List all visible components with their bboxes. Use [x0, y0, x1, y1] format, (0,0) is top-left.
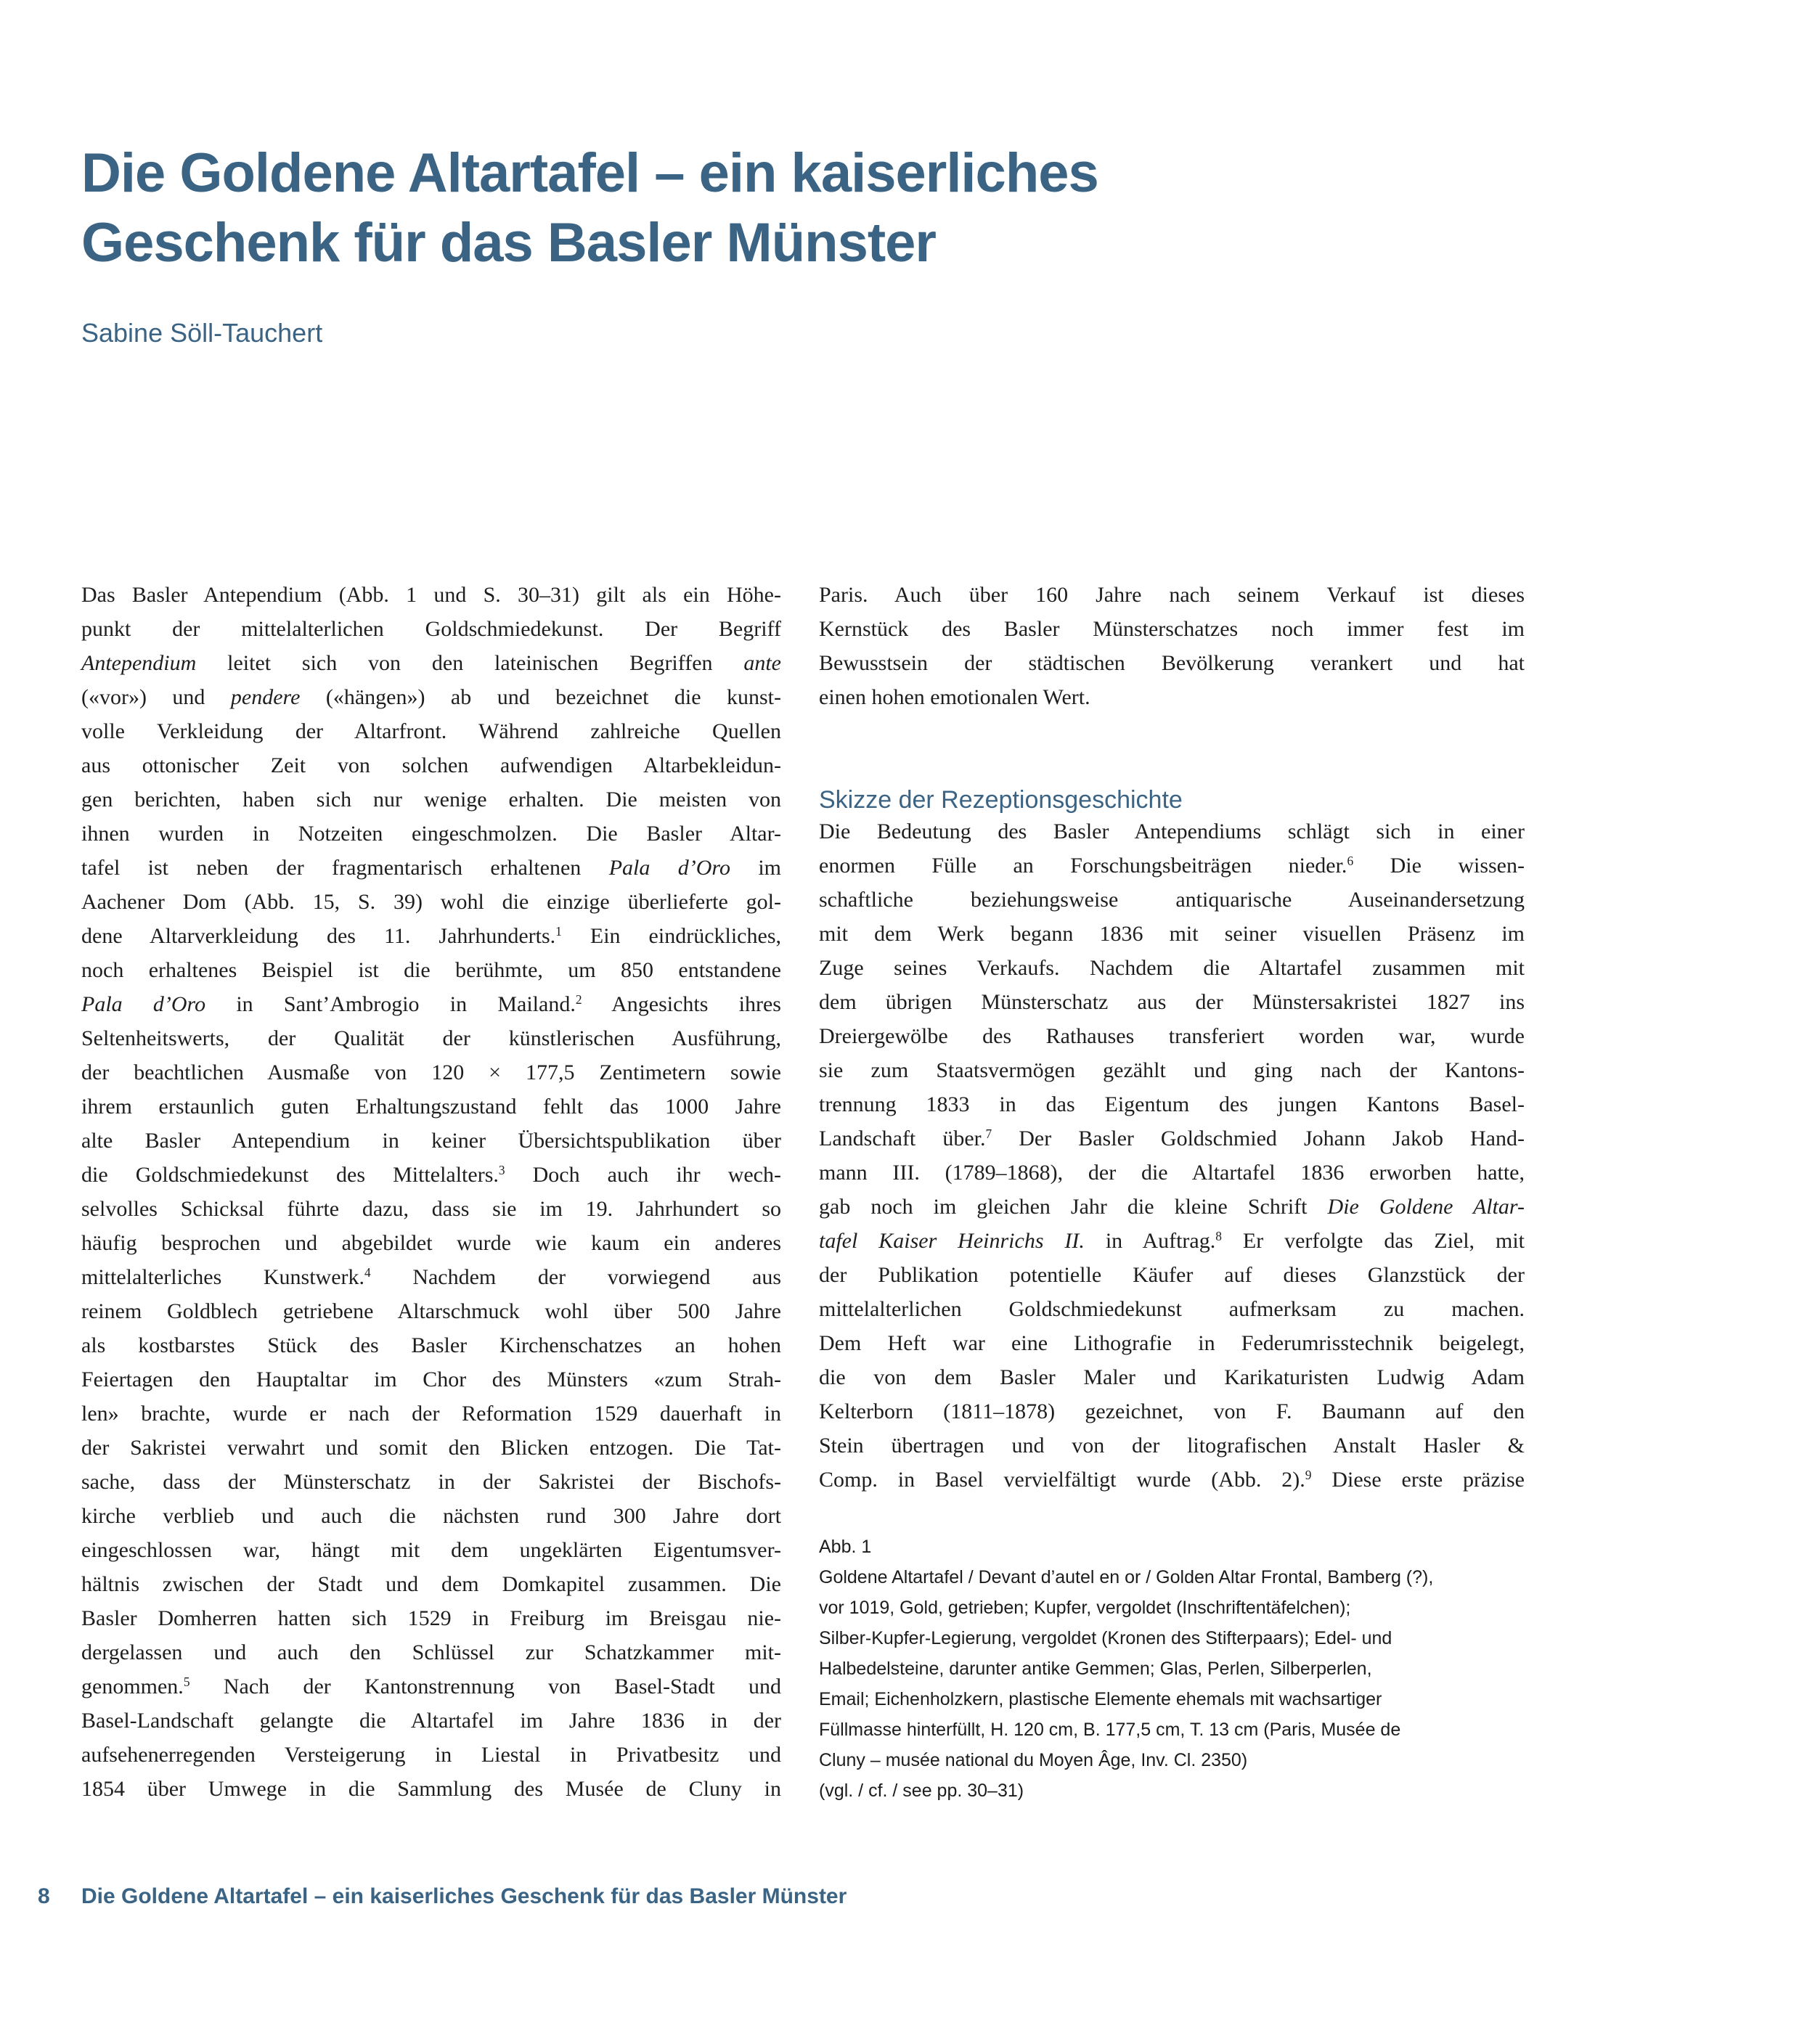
text-line: mittelalterlichen Goldschmiedekunst aufmerksam zu machen.	[819, 1297, 1525, 1321]
text-line: Kernstück des Basler Münsterschatzes noch immer fest im	[819, 617, 1525, 641]
text-line: enormen Fülle an Forschungsbeiträgen nieder.$^6$ Die wissen-	[819, 854, 1525, 878]
right-text-column	[819, 578, 1525, 1806]
text-line: Comp. in Basel vervielfältigt wurde (Abb. 2).$^9$ Diese erste präzise	[819, 1468, 1525, 1492]
text-line: Paris. Auch über 160 Jahre nach seinem Verkauf ist dieses	[819, 583, 1525, 607]
text-line: 1854 über Umwege in die Sammlung des Musée de Cluny in	[81, 1777, 781, 1801]
text-line: mit dem Werk begann 1836 mit seiner visuellen Präsenz im	[819, 922, 1525, 946]
figure-caption-text	[819, 1562, 1525, 1806]
text-line: sie zum Staatsvermögen gezählt und ging nach der Kantons-	[819, 1058, 1525, 1082]
text-line: dene Altarverkleidung des 11. Jahrhunderts.$^1$ Ein eindrückliches,	[81, 924, 781, 948]
text-line: Bewusstsein der städtischen Bevölkerung verankert und hat	[819, 651, 1525, 675]
text-line: Cluny – musée national du Moyen Âge, Inv. Cl. 2350)	[819, 1750, 1248, 1770]
text-line: mittelalterliches Kunstwerk.$^4$ Nachdem der vorwiegend aus	[81, 1265, 781, 1289]
text-line: Antependium leitet sich von den lateinischen Begriffen ante	[81, 651, 781, 675]
text-line: Feiertagen den Hauptaltar im Chor des Münsters «zum Strah-	[81, 1368, 781, 1391]
text-line: die von dem Basler Maler und Karikaturisten Ludwig Adam	[819, 1365, 1525, 1389]
text-line: schaftliche beziehungsweise antiquarische Auseinandersetzung	[819, 888, 1525, 912]
text-line: Füllmasse hinterfüllt, H. 120 cm, B. 177,5 cm, T. 13 cm (Paris, Musée de	[819, 1720, 1401, 1740]
text-line: Silber-Kupfer-Legierung, vergoldet (Kronen des Stifterpaars); Edel- und	[819, 1628, 1392, 1648]
text-line: vor 1019, Gold, getrieben; Kupfer, vergoldet (Inschriftentäfelchen);	[819, 1598, 1351, 1618]
text-line: Landschaft über.$^7$ Der Basler Goldschmied Johann Jakob Hand-	[819, 1127, 1525, 1150]
text-line: reinem Goldblech getriebene Altarschmuck wohl über 500 Jahre	[81, 1299, 781, 1323]
text-line: Stein übertragen und von der litografischen Anstalt Hasler &	[819, 1434, 1525, 1458]
section-paragraph	[819, 814, 1525, 1497]
text-line: Pala d’Oro in Sant’Ambrogio in Mailand.$^2$ Angesichts ihres	[81, 992, 781, 1016]
text-line: gen berichten, haben sich nur wenige erhalten. Die meisten von	[81, 788, 781, 812]
text-line: Zuge seines Verkaufs. Nachdem die Altartafel zusammen mit	[819, 956, 1525, 980]
text-line: ihrem erstaunlich guten Erhaltungszustand fehlt das 1000 Jahre	[81, 1095, 781, 1119]
text-line: volle Verkleidung der Altarfront. Während zahlreiche Quellen	[81, 719, 781, 743]
text-line: gab noch im gleichen Jahr die kleine Schrift Die Goldene Altar-	[819, 1195, 1525, 1219]
text-line: Seltenheitswerts, der Qualität der künstlerischen Ausführung,	[81, 1026, 781, 1050]
article-body	[81, 578, 1525, 1806]
page-title-line-2: Geschenk für das Basler Münster	[81, 212, 936, 274]
text-line: Goldene Altartafel / Devant d’autel en or / Golden Altar Frontal, Bamberg (?),	[819, 1567, 1434, 1587]
left-text-column	[81, 578, 781, 1806]
author-name: Sabine Söll-Tauchert	[81, 318, 323, 348]
text-line: als kostbarstes Stück des Basler Kirchenschatzes an hohen	[81, 1333, 781, 1357]
text-line: Das Basler Antependium (Abb. 1 und S. 30–31) gilt als ein Höhe-	[81, 583, 781, 607]
text-line: Kelterborn (1811–1878) gezeichnet, von F. Baumann auf den	[819, 1399, 1525, 1423]
page-title	[81, 139, 1098, 278]
text-line: (vgl. / cf. / see pp. 30–31)	[819, 1781, 1024, 1801]
text-line: Basler Domherren hatten sich 1529 in Freiburg im Breisgau nie-	[81, 1606, 781, 1630]
text-line: genommen.$^5$ Nach der Kantonstrennung von Basel-Stadt und	[81, 1675, 781, 1698]
section-heading: Skizze der Rezeptionsgeschichte	[819, 786, 1183, 814]
text-line: alte Basler Antependium in keiner Übersichtspublikation über	[81, 1129, 781, 1153]
text-line: Basel-Landschaft gelangte die Altartafel im Jahre 1836 in der	[81, 1709, 781, 1733]
text-line: Dreiergewölbe des Rathauses transferiert worden war, wurde	[819, 1024, 1525, 1048]
text-line: kirche verblieb und auch die nächsten rund 300 Jahre dort	[81, 1504, 781, 1528]
text-line: eingeschlossen war, hängt mit dem ungeklärten Eigentumsver-	[81, 1538, 781, 1562]
page-number: 8	[38, 1884, 50, 1908]
text-line: noch erhaltenes Beispiel ist die berühmte, um 850 entstandene	[81, 958, 781, 982]
text-line: die Goldschmiedekunst des Mittelalters.$^3$ Doch auch ihr wech-	[81, 1163, 781, 1187]
text-line: tafel Kaiser Heinrichs II. in Auftrag.$^8$ Er verfolgte das Ziel, mit	[819, 1229, 1525, 1253]
text-line: trennung 1833 in das Eigentum des jungen Kantons Basel-	[819, 1092, 1525, 1116]
text-line: ihnen wurden in Notzeiten eingeschmolzen. Die Basler Altar-	[81, 822, 781, 846]
text-line: aus ottonischer Zeit von solchen aufwendigen Altarbekleidun-	[81, 753, 781, 777]
page-title-line-1: Die Goldene Altartafel – ein kaiserliches	[81, 142, 1098, 204]
text-line: Dem Heft war eine Lithografie in Federumrisstechnik beigelegt,	[819, 1331, 1525, 1355]
text-line: («vor») und pendere («hängen») ab und bezeichnet die kunst-	[81, 685, 781, 709]
text-line: Die Bedeutung des Basler Antependiums schlägt sich in einer	[819, 819, 1525, 843]
paragraph-last-line: einen hohen emotionalen Wert.	[819, 685, 1090, 709]
text-line: dem übrigen Münsterschatz aus der Münstersakristei 1827 ins	[819, 990, 1525, 1014]
text-line: der beachtlichen Ausmaße von 120 × 177,5 Zentimetern sowie	[81, 1060, 781, 1084]
text-line: häufig besprochen und abgebildet wurde wie kaum ein anderes	[81, 1231, 781, 1255]
text-line: Aachener Dom (Abb. 15, S. 39) wohl die einzige überlieferte gol-	[81, 890, 781, 914]
text-line: der Sakristei verwahrt und somit den Blicken entzogen. Die Tat-	[81, 1436, 781, 1460]
text-line: der Publikation potentielle Käufer auf dieses Glanzstück der	[819, 1263, 1525, 1287]
text-line: sache, dass der Münsterschatz in der Sakristei der Bischofs-	[81, 1470, 781, 1494]
text-line: dergelassen und auch den Schlüssel zur Schatzkammer mit-	[81, 1640, 781, 1664]
text-line: Halbedelsteine, darunter antike Gemmen; Glas, Perlen, Silberperlen,	[819, 1659, 1372, 1679]
footer-running-title: Die Goldene Altartafel – ein kaiserliches Geschenk für das Basler Münster	[81, 1884, 847, 1908]
text-line: punkt der mittelalterlichen Goldschmiedekunst. Der Begriff	[81, 617, 781, 641]
text-line: len» brachte, wurde er nach der Reformation 1529 dauerhaft in	[81, 1402, 781, 1426]
text-line: selvolles Schicksal führte dazu, dass sie im 19. Jahrhundert so	[81, 1197, 781, 1221]
figure-caption-label: Abb. 1	[819, 1537, 872, 1557]
text-line: aufsehenerregenden Versteigerung in Liestal in Privatbesitz und	[81, 1743, 781, 1767]
text-line: tafel ist neben der fragmentarisch erhaltenen Pala d’Oro im	[81, 856, 782, 880]
figure-caption	[819, 1532, 1525, 1806]
paragraph-continuation	[819, 578, 1525, 680]
text-line: Email; Eichenholzkern, plastische Elemente ehemals mit wachsartiger	[819, 1689, 1382, 1709]
text-line: mann III. (1789–1868), der die Altartafel 1836 erworben hatte,	[819, 1161, 1525, 1185]
text-line: hältnis zwischen der Stadt und dem Domkapitel zusammen. Die	[81, 1572, 781, 1596]
